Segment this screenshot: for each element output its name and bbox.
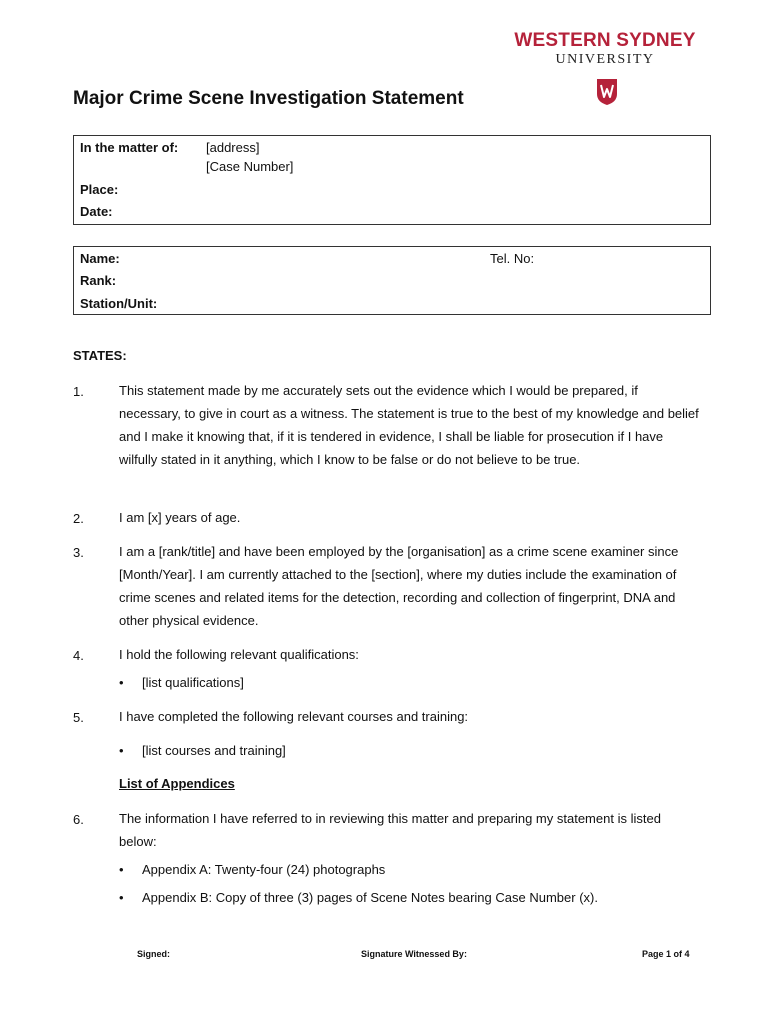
bullet-appendix-b: Appendix B: Copy of three (3) pages of Scene Notes bearing Case Number (x).: [142, 890, 598, 905]
tel-label: Tel. No:: [490, 251, 535, 266]
paragraph-text: This statement made by me accurately sets out the evidence which I would be prepared, if necessary, to give in court as a witness. The statement is true to the best of my knowledge and belief and I make it knowing that, if it is tendered in evidence, I shall be liable for prosecution if I have wilfully stated in it anything, which I know to be false or do not believe to be true.: [119, 383, 699, 467]
bullet-marker: •: [119, 675, 124, 690]
matter-label: In the matter of:: [80, 140, 179, 155]
footer-page-number: Page 1 of 4: [642, 949, 690, 959]
paragraph-text: I am a [rank/title] and have been employed by the [organisation] as a crime scene examiner since [Month/Year]. I am currently attached to the [section], where my duties include the examination of crime scenes and related items for the detection, recording and collection of fingerprint, DNA and other physical evidence.: [119, 544, 679, 628]
logo-text-western-sydney: WESTERN SYDNEY: [514, 30, 696, 51]
bullet-marker: •: [119, 743, 124, 758]
date-label: Date:: [80, 204, 113, 219]
name-label: Name:: [80, 251, 120, 266]
paragraph-number: 3.: [73, 545, 84, 560]
appendices-heading: List of Appendices: [119, 776, 235, 791]
bullet-marker: •: [119, 890, 124, 905]
address-value: [address]: [206, 140, 260, 155]
paragraph-number: 6.: [73, 812, 84, 827]
bullet-appendix-a: Appendix A: Twenty-four (24) photographs: [142, 862, 386, 877]
case-number-value: [Case Number]: [206, 159, 294, 174]
paragraph-number: 2.: [73, 511, 84, 526]
footer-witnessed: Signature Witnessed By:: [361, 949, 467, 959]
place-label: Place:: [80, 182, 119, 197]
paragraph-number: 4.: [73, 648, 84, 663]
paragraph-text: I am [x] years of age.: [119, 510, 241, 525]
states-heading: STATES:: [73, 348, 127, 363]
bullet-qualifications: [list qualifications]: [142, 675, 244, 690]
logo-text-university: UNIVERSITY: [555, 52, 655, 67]
footer-signed: Signed:: [137, 949, 170, 959]
bullet-marker: •: [119, 862, 124, 877]
paragraph-text: I hold the following relevant qualifications:: [119, 647, 359, 662]
paragraph-number: 5.: [73, 710, 84, 725]
bullet-courses: [list courses and training]: [142, 743, 286, 758]
page-title: Major Crime Scene Investigation Statement: [73, 88, 464, 109]
paragraph-text: The information I have referred to in reviewing this matter and preparing my statement is listed below:: [119, 811, 661, 849]
officer-details-box: [73, 246, 711, 315]
station-label: Station/Unit:: [80, 296, 158, 311]
university-logo: [500, 30, 710, 110]
rank-label: Rank:: [80, 273, 117, 288]
paragraph-text: I have completed the following relevant courses and training:: [119, 709, 469, 724]
shield-logo-icon: [596, 78, 618, 106]
paragraph-number: 1.: [73, 384, 84, 399]
